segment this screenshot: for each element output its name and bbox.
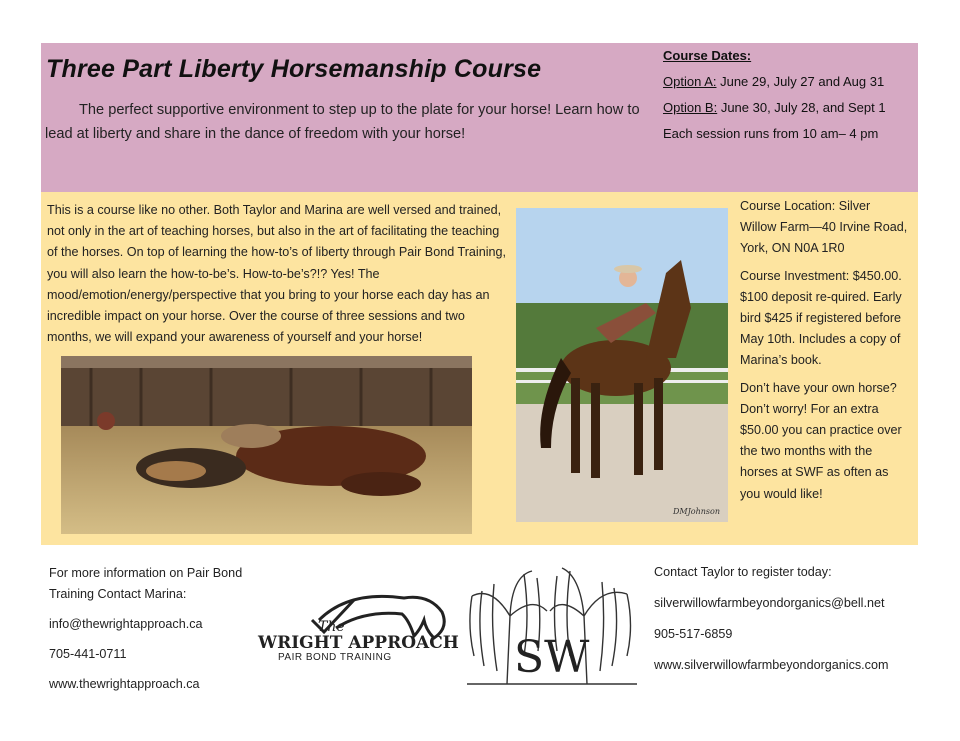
session-hours: Each session runs from 10 am– 4 pm	[663, 126, 879, 141]
barn-photo	[61, 356, 472, 534]
logo-name: WRIGHT APPROACH	[258, 633, 459, 653]
taylor-email-link[interactable]: silverwillowfarmbeyondorganics@bell.net	[654, 596, 885, 610]
dates-heading: Course Dates:	[663, 48, 752, 63]
logo-sw-letters: SW	[514, 632, 590, 683]
no-horse-offer: Don’t have your own horse? Don’t worry! For an extra $50.00 you can practice over the two months with the horses at SWF as often as you would like!	[740, 380, 902, 501]
course-dates	[663, 48, 913, 152]
main-band	[41, 192, 918, 545]
marina-website-link[interactable]: www.thewrightapproach.ca	[49, 677, 200, 691]
marina-contact	[49, 563, 249, 704]
logo-tagline: PAIR BOND TRAINING	[278, 652, 392, 663]
horse-rider-photo	[516, 208, 728, 522]
course-description: This is a course like no other. Both Taylor and Marina are well versed and trained, not only in the art of teaching horses, but also in the art of facilitating the teaching of the horses. On top of learning the how-to’s of liberty through Pair Bond Training, you will also learn the how-to-be’s. How-to-be’s?!? Yes! The mood/emotion/energy/perspective that you bring to your horse each day has an incredible impact on your horse. Over the course of three sessions and two months, we will expand your awareness of yourself and your horse!	[47, 203, 507, 345]
option-a	[663, 74, 913, 89]
header-band	[41, 43, 918, 192]
taylor-contact	[654, 563, 944, 687]
wright-approach-logo	[244, 580, 459, 670]
option-a-label: Option A:	[663, 74, 717, 89]
course-title: Three Part Liberty Horsemanship Course	[46, 55, 542, 83]
marina-info-text: For more information on Pair Bond Training Contact Marina:	[49, 566, 243, 601]
option-b-label: Option B:	[663, 100, 718, 115]
logo-the: The	[318, 619, 345, 635]
option-b	[663, 100, 913, 115]
course-info-sidebar	[740, 196, 910, 511]
option-b-dates: June 30, July 28, and Sept 1	[717, 100, 886, 115]
option-a-dates: June 29, July 27 and Aug 31	[716, 74, 885, 89]
course-investment: Course Investment: $450.00. $100 deposit re-quired. Early bird $425 if registered before May 10th. Includes a copy of Marina’s book.	[740, 268, 902, 368]
course-location: Course Location: Silver Willow Farm—40 Irvine Road, York, ON N0A 1R0	[740, 199, 908, 256]
marina-email-link[interactable]: info@thewrightapproach.ca	[49, 617, 203, 631]
taylor-contact-text: Contact Taylor to register today:	[654, 565, 832, 579]
photo-credit: DMJohnson	[672, 507, 720, 516]
taylor-phone: 905-517-6859	[654, 627, 733, 641]
taylor-website-link[interactable]: www.silverwillowfarmbeyondorganics.com	[654, 658, 889, 672]
intro-text: The perfect supportive environment to step up to the plate for your horse! Learn how to lead at liberty and share in the dance of freedom with your horse!	[45, 102, 640, 142]
marina-phone: 705-441-0711	[49, 647, 127, 661]
silver-willow-logo	[462, 556, 642, 688]
